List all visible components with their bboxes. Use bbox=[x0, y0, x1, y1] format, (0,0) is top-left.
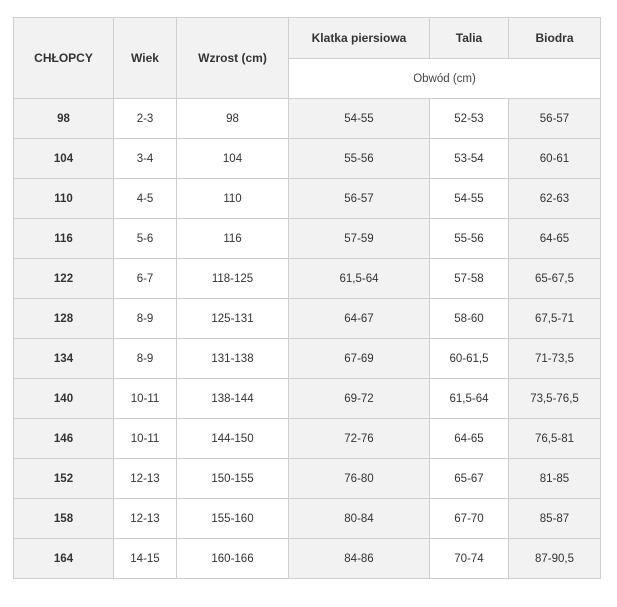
cell-waist: 65-67 bbox=[430, 459, 509, 499]
table-row bbox=[14, 179, 601, 219]
header-height: Wzrost (cm) bbox=[177, 18, 289, 99]
cell-chest: 76-80 bbox=[289, 459, 430, 499]
cell-hips: 81-85 bbox=[509, 459, 601, 499]
cell-hips: 76,5-81 bbox=[509, 419, 601, 459]
table-row bbox=[14, 499, 601, 539]
cell-waist: 54-55 bbox=[430, 179, 509, 219]
cell-height: 118-125 bbox=[177, 259, 289, 299]
cell-hips: 56-57 bbox=[509, 99, 601, 139]
cell-height: 131-138 bbox=[177, 339, 289, 379]
cell-age: 3-4 bbox=[114, 139, 177, 179]
cell-height: 138-144 bbox=[177, 379, 289, 419]
table-row bbox=[14, 459, 601, 499]
cell-size: 110 bbox=[14, 179, 114, 219]
cell-age: 12-13 bbox=[114, 499, 177, 539]
header-circumference: Obwód (cm) bbox=[289, 59, 601, 99]
header-hips: Biodra bbox=[509, 18, 601, 59]
cell-waist: 60-61,5 bbox=[430, 339, 509, 379]
cell-waist: 61,5-64 bbox=[430, 379, 509, 419]
cell-height: 104 bbox=[177, 139, 289, 179]
cell-chest: 55-56 bbox=[289, 139, 430, 179]
table-row bbox=[14, 539, 601, 579]
cell-height: 110 bbox=[177, 179, 289, 219]
cell-chest: 72-76 bbox=[289, 419, 430, 459]
header-row bbox=[14, 18, 601, 59]
cell-height: 155-160 bbox=[177, 499, 289, 539]
cell-chest: 80-84 bbox=[289, 499, 430, 539]
cell-waist: 53-54 bbox=[430, 139, 509, 179]
cell-size: 116 bbox=[14, 219, 114, 259]
cell-size: 152 bbox=[14, 459, 114, 499]
cell-age: 8-9 bbox=[114, 299, 177, 339]
cell-height: 160-166 bbox=[177, 539, 289, 579]
cell-height: 125-131 bbox=[177, 299, 289, 339]
cell-size: 134 bbox=[14, 339, 114, 379]
table-row bbox=[14, 99, 601, 139]
cell-chest: 56-57 bbox=[289, 179, 430, 219]
cell-hips: 73,5-76,5 bbox=[509, 379, 601, 419]
cell-waist: 58-60 bbox=[430, 299, 509, 339]
table-row bbox=[14, 259, 601, 299]
cell-chest: 67-69 bbox=[289, 339, 430, 379]
cell-size: 140 bbox=[14, 379, 114, 419]
table-row bbox=[14, 219, 601, 259]
cell-size: 128 bbox=[14, 299, 114, 339]
cell-hips: 62-63 bbox=[509, 179, 601, 219]
cell-waist: 67-70 bbox=[430, 499, 509, 539]
cell-age: 6-7 bbox=[114, 259, 177, 299]
table-row bbox=[14, 379, 601, 419]
cell-age: 2-3 bbox=[114, 99, 177, 139]
table-row bbox=[14, 299, 601, 339]
size-chart-table bbox=[13, 17, 601, 579]
table-body bbox=[14, 99, 601, 579]
cell-age: 14-15 bbox=[114, 539, 177, 579]
cell-height: 98 bbox=[177, 99, 289, 139]
cell-age: 4-5 bbox=[114, 179, 177, 219]
cell-waist: 70-74 bbox=[430, 539, 509, 579]
cell-chest: 64-67 bbox=[289, 299, 430, 339]
cell-age: 10-11 bbox=[114, 379, 177, 419]
cell-height: 116 bbox=[177, 219, 289, 259]
cell-size: 104 bbox=[14, 139, 114, 179]
cell-chest: 54-55 bbox=[289, 99, 430, 139]
cell-age: 5-6 bbox=[114, 219, 177, 259]
cell-waist: 57-58 bbox=[430, 259, 509, 299]
header-size: CHŁOPCY bbox=[14, 18, 114, 99]
cell-hips: 71-73,5 bbox=[509, 339, 601, 379]
cell-height: 150-155 bbox=[177, 459, 289, 499]
cell-chest: 69-72 bbox=[289, 379, 430, 419]
cell-chest: 57-59 bbox=[289, 219, 430, 259]
table-row bbox=[14, 419, 601, 459]
cell-waist: 55-56 bbox=[430, 219, 509, 259]
cell-size: 122 bbox=[14, 259, 114, 299]
cell-waist: 64-65 bbox=[430, 419, 509, 459]
header-age: Wiek bbox=[114, 18, 177, 99]
cell-chest: 84-86 bbox=[289, 539, 430, 579]
cell-age: 8-9 bbox=[114, 339, 177, 379]
table-row bbox=[14, 339, 601, 379]
cell-age: 12-13 bbox=[114, 459, 177, 499]
cell-waist: 52-53 bbox=[430, 99, 509, 139]
cell-hips: 87-90,5 bbox=[509, 539, 601, 579]
cell-hips: 60-61 bbox=[509, 139, 601, 179]
cell-size: 98 bbox=[14, 99, 114, 139]
cell-hips: 64-65 bbox=[509, 219, 601, 259]
cell-size: 146 bbox=[14, 419, 114, 459]
cell-size: 164 bbox=[14, 539, 114, 579]
header-waist: Talia bbox=[430, 18, 509, 59]
cell-hips: 67,5-71 bbox=[509, 299, 601, 339]
table-row bbox=[14, 139, 601, 179]
cell-chest: 61,5-64 bbox=[289, 259, 430, 299]
cell-age: 10-11 bbox=[114, 419, 177, 459]
cell-hips: 85-87 bbox=[509, 499, 601, 539]
cell-height: 144-150 bbox=[177, 419, 289, 459]
header-chest: Klatka piersiowa bbox=[289, 18, 430, 59]
cell-hips: 65-67,5 bbox=[509, 259, 601, 299]
cell-size: 158 bbox=[14, 499, 114, 539]
